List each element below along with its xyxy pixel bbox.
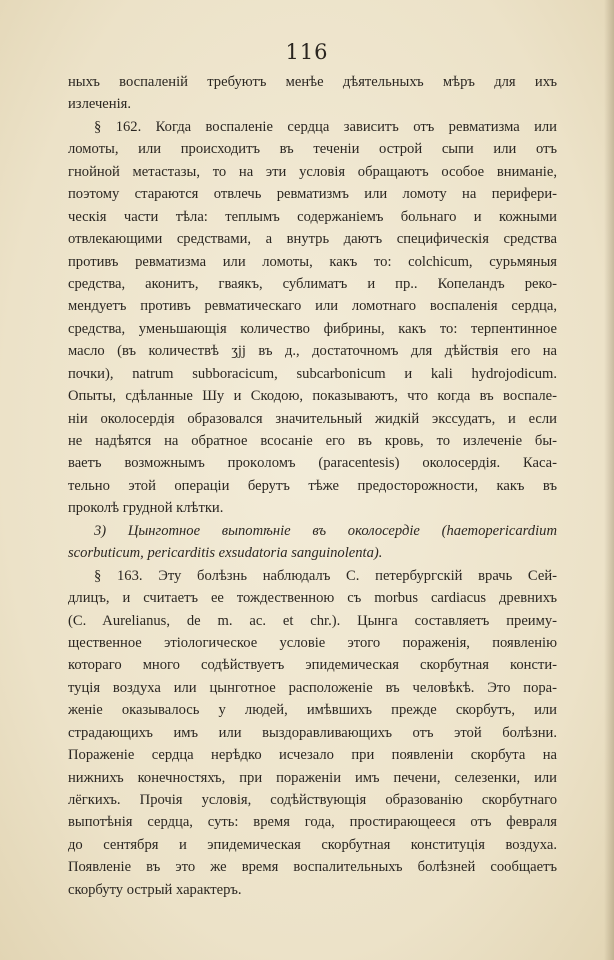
text-line: Пораженіе сердца нерѣдко исчезало при появленіи скорбута на [68, 747, 557, 764]
text-line: противъ ревматизма или ломоты, какъ то: colchicum, сурьмяныя [68, 253, 557, 270]
text-line: почки), natrum subboracicum, subcarbonicum и kali hydrojodicum. [68, 365, 557, 382]
text-line: скорбуту острый характеръ. [68, 881, 242, 898]
text-line: мендуетъ противъ ревматическаго или ломотнаго воспаленія сердца, [68, 298, 557, 315]
text-line: Опыты, сдѣланные Шу и Скодою, показываютъ, что когда въ воспале- [68, 388, 557, 405]
text-line: не надѣятся на обратное всосаніе его въ кровь, то излеченіе бы- [68, 433, 557, 449]
text-line: средства, аконитъ, гваякъ, сублиматъ и пр.. Копеландъ реко- [68, 275, 557, 292]
text-line: ніи околосердія образовался значительный жидкій экссудатъ, и если [68, 410, 557, 427]
text-line: ломоты, или происходитъ въ теченіи острой сыпи или отъ [68, 141, 557, 158]
text-line: средства, уменьшающія количество фибрины, какъ то: терпентинное [68, 320, 557, 337]
text-line: страдающихъ имъ или выздоравливающихъ отъ этой болѣзни. [68, 724, 557, 741]
text-line: нижнихъ конечностяхъ, при пораженіи имъ печени, селезенки, или [68, 769, 557, 786]
page-number: 116 [285, 40, 329, 64]
text-line: лёгкихъ. Прочія условія, содѣйствующія образованію скорбутнаго [68, 792, 557, 808]
text-line: выпотѣнія сердца, суть: время года, простирающееся отъ февраля [68, 814, 557, 831]
text-line: отвлекающими средствами, а внутрь даютъ специфическія средства [68, 231, 557, 248]
text-line: (C. Aurelianus, de m. ac. et chr.). Цынга составляетъ преиму- [68, 612, 557, 629]
text-line: Появленіе въ это же время воспалительныхъ болѣзней сообщаетъ [68, 859, 557, 876]
text-line: масло (въ количествѣ ʒjj въ д., достаточномъ для дѣйствія его на [68, 343, 557, 360]
text-line: § 162. Когда воспаленіе сердца зависитъ отъ ревматизма или [94, 118, 557, 135]
text-line: scorbuticum, pericarditis exsudatoria sanguinolenta). [68, 545, 383, 562]
text-line: излеченія. [68, 96, 132, 113]
text-line: проколѣ грудной клѣтки. [68, 500, 224, 517]
text-line: до сентября и эпидемическая скорбутная конституція воздуха. [68, 836, 557, 853]
text-line: туція воздуха или цынготное расположеніе въ человѣкѣ. Это пора- [68, 679, 557, 696]
text-line: тельно этой операціи берутъ тѣже предосторожности, какъ въ [68, 477, 557, 494]
text-line: длицъ, и считаетъ ее тождественною съ morbus cardiacus древнихъ [68, 590, 557, 607]
text-line: ныхъ воспаленій требуютъ менѣе дѣятельныхъ мѣръ для ихъ [68, 74, 557, 90]
text-line: поэтому стараются отвлечь ревматизмъ или ломоту на перифери- [68, 186, 557, 203]
text-line: 3) Цынготное выпотѣніе въ околосердіе (haemopericardium [94, 522, 557, 539]
text-line: § 163. Эту болѣзнь наблюдалъ С. петербургскій врачь Сей- [94, 567, 557, 584]
text-line: ческія части тѣла: теплымъ содержаніемъ больнаго и кожными [68, 208, 557, 225]
text-line: щественное этіологическое условіе этого пораженія, появленію [68, 634, 557, 651]
text-line: гнойной метастазы, то на эти условія обращаютъ особое вниманіе, [68, 163, 557, 180]
body-text [68, 71, 557, 901]
text-line: женіе оказывалось у людей, имѣвшихъ прежде скорбутъ, или [68, 702, 557, 719]
text-line: ваетъ возможнымъ прокoломъ (paracentesis) околосердія. Каса- [68, 455, 557, 472]
text-line: котораго много содѣйствуетъ эпидемическая скорбутная консти- [68, 657, 557, 674]
